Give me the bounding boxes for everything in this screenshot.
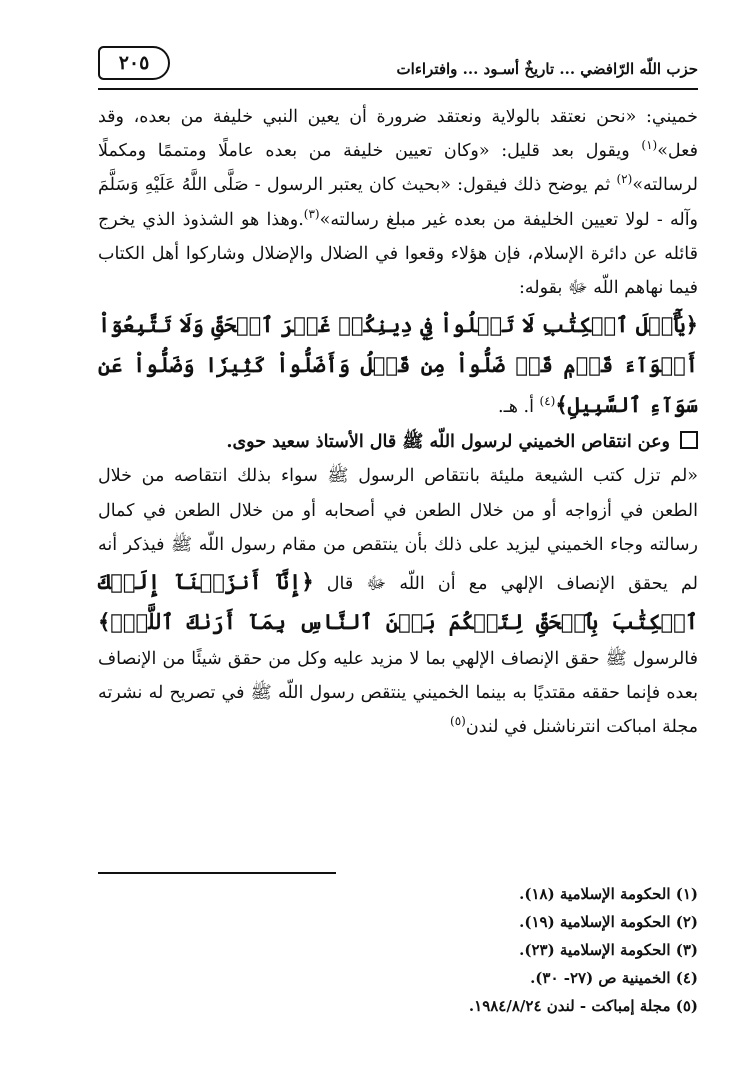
footnote-5: (٥) مجلة إمباكت - لندن ١٩٨٤/٨/٢٤. [468,997,698,1015]
paragraph-khomeini-quote [98,100,698,305]
running-header [98,44,698,90]
footnote-ref-3[interactable]: (٣) [303,206,320,221]
header-rule [98,88,698,90]
footnotes [300,880,698,1020]
text-run: ويقول بعد قليل: «وكان تعيين خليفة من بعده عاملًا ومتممًا ومكملًا لرسالته» [98,141,698,196]
main-text [98,100,698,745]
text-run: خميني: «نحن نعتقد بالولاية ونعتقد ضرورة أن يعين النبي خليفة من بعده، وقد فعل» [98,107,698,162]
page-number: ٢٠٥ [118,52,150,74]
footnote-2: (٢) الحكومة الإسلامية (١٩). [519,913,698,931]
footnote-ref-2[interactable]: (٢) [616,172,633,187]
footnote-4: (٤) الخمينية ص (٢٧- ٣٠). [530,969,698,987]
text-run: أ. هـ. [498,397,540,418]
text-run: .وهذا هو الشذوذ الذي يخرج قائله عن دائرة الإسلام، فإن هؤلاء وقعوا في الضلال والإضلال وشاركوا أهل الكتاب فيما نهاهم اللّه ﷻ بقوله: [98,209,698,299]
footnote-3: (٣) الحكومة الإسلامية (٢٣). [519,941,698,959]
footnote-1: (١) الحكومة الإسلامية (١٨). [519,885,698,903]
quran-verse-paragraph [98,305,698,425]
paragraph-said-hawwa-quote [98,459,698,744]
quran-verse-2: ﴿إِنَّآ أَنزَلۡنَآ إِلَيۡكَ ٱلۡكِتَٰبَ بِٱلۡحَقِّ لِتَحۡكُمَ بَيۡنَ ٱلنَّاسِ بِمَآ أَرَىٰكَ ٱللَّهُۚ﴾ [98,569,698,635]
text-run: فالرسول ﷺ حقق الإنصاف الإلهي بما لا مزيد عليه وكل من حقق شيئًا من الإنصاف بعده فإنما حققه مقتديًا به بينما الخميني ينتقص رسول اللّه ﷺ في تصريح له نشرته مجلة امباكت انترناشنل في لندن [98,649,698,738]
text-run: ثم يوضح ذلك فيقول: «بحيث كان يعتبر الرسول - صَلَّى اللَّهُ عَلَيْهِ وَسَلَّمَ وآله - لولا تعيين الخليفة من بعده غير مبلغ رسالته» [98,175,699,230]
footnote-ref-5[interactable]: (٥) [450,714,466,729]
footnote-ref-4[interactable]: (٤) [539,394,556,409]
footnote-ref-1[interactable]: (١) [641,138,658,153]
heading-text: وعن انتقاص الخميني لرسول اللّه ﷺ قال الأستاذ سعيد حوى. [226,432,670,453]
text-run: «لم تزل كتب الشيعة مليئة بانتقاص الرسول ﷺ سواء بذلك انتقاصه من خلال الطعن في أزواجه أو من خلال الطعن في أصحابه أو من خلال الطعن في كمال رسالته وجاء الخميني ليزيد على ذلك بأن ينتقص من مقام رسول اللّه ﷺ فيذكر أنه لم يحقق الإنصاف الإلهي مع أن اللّه ﷻ قال [98,466,698,595]
footnote-separator [98,872,336,874]
square-bullet-icon [680,431,698,449]
running-title: حزب اللّه الرّافضي ... تاريخٌ أسـود ... وافتراءات [396,60,698,78]
page-number-box [98,46,170,80]
section-heading [98,425,698,459]
quran-verse-1: ﴿يَٰٓأَهۡلَ ٱلۡكِتَٰبِ لَا تَغۡلُواْ فِي دِينِكُمۡ غَيۡرَ ٱلۡحَقِّ وَلَا تَتَّبِعُوٓاْ أَهۡوَآءَ قَوۡمٖ قَدۡ ضَلُّواْ مِن قَبۡلُ وَأَضَلُّواْ كَثِيرٗا وَضَلُّواْ عَن سَوَآءِ ٱلسَّبِيلِ﴾ [98,312,698,418]
